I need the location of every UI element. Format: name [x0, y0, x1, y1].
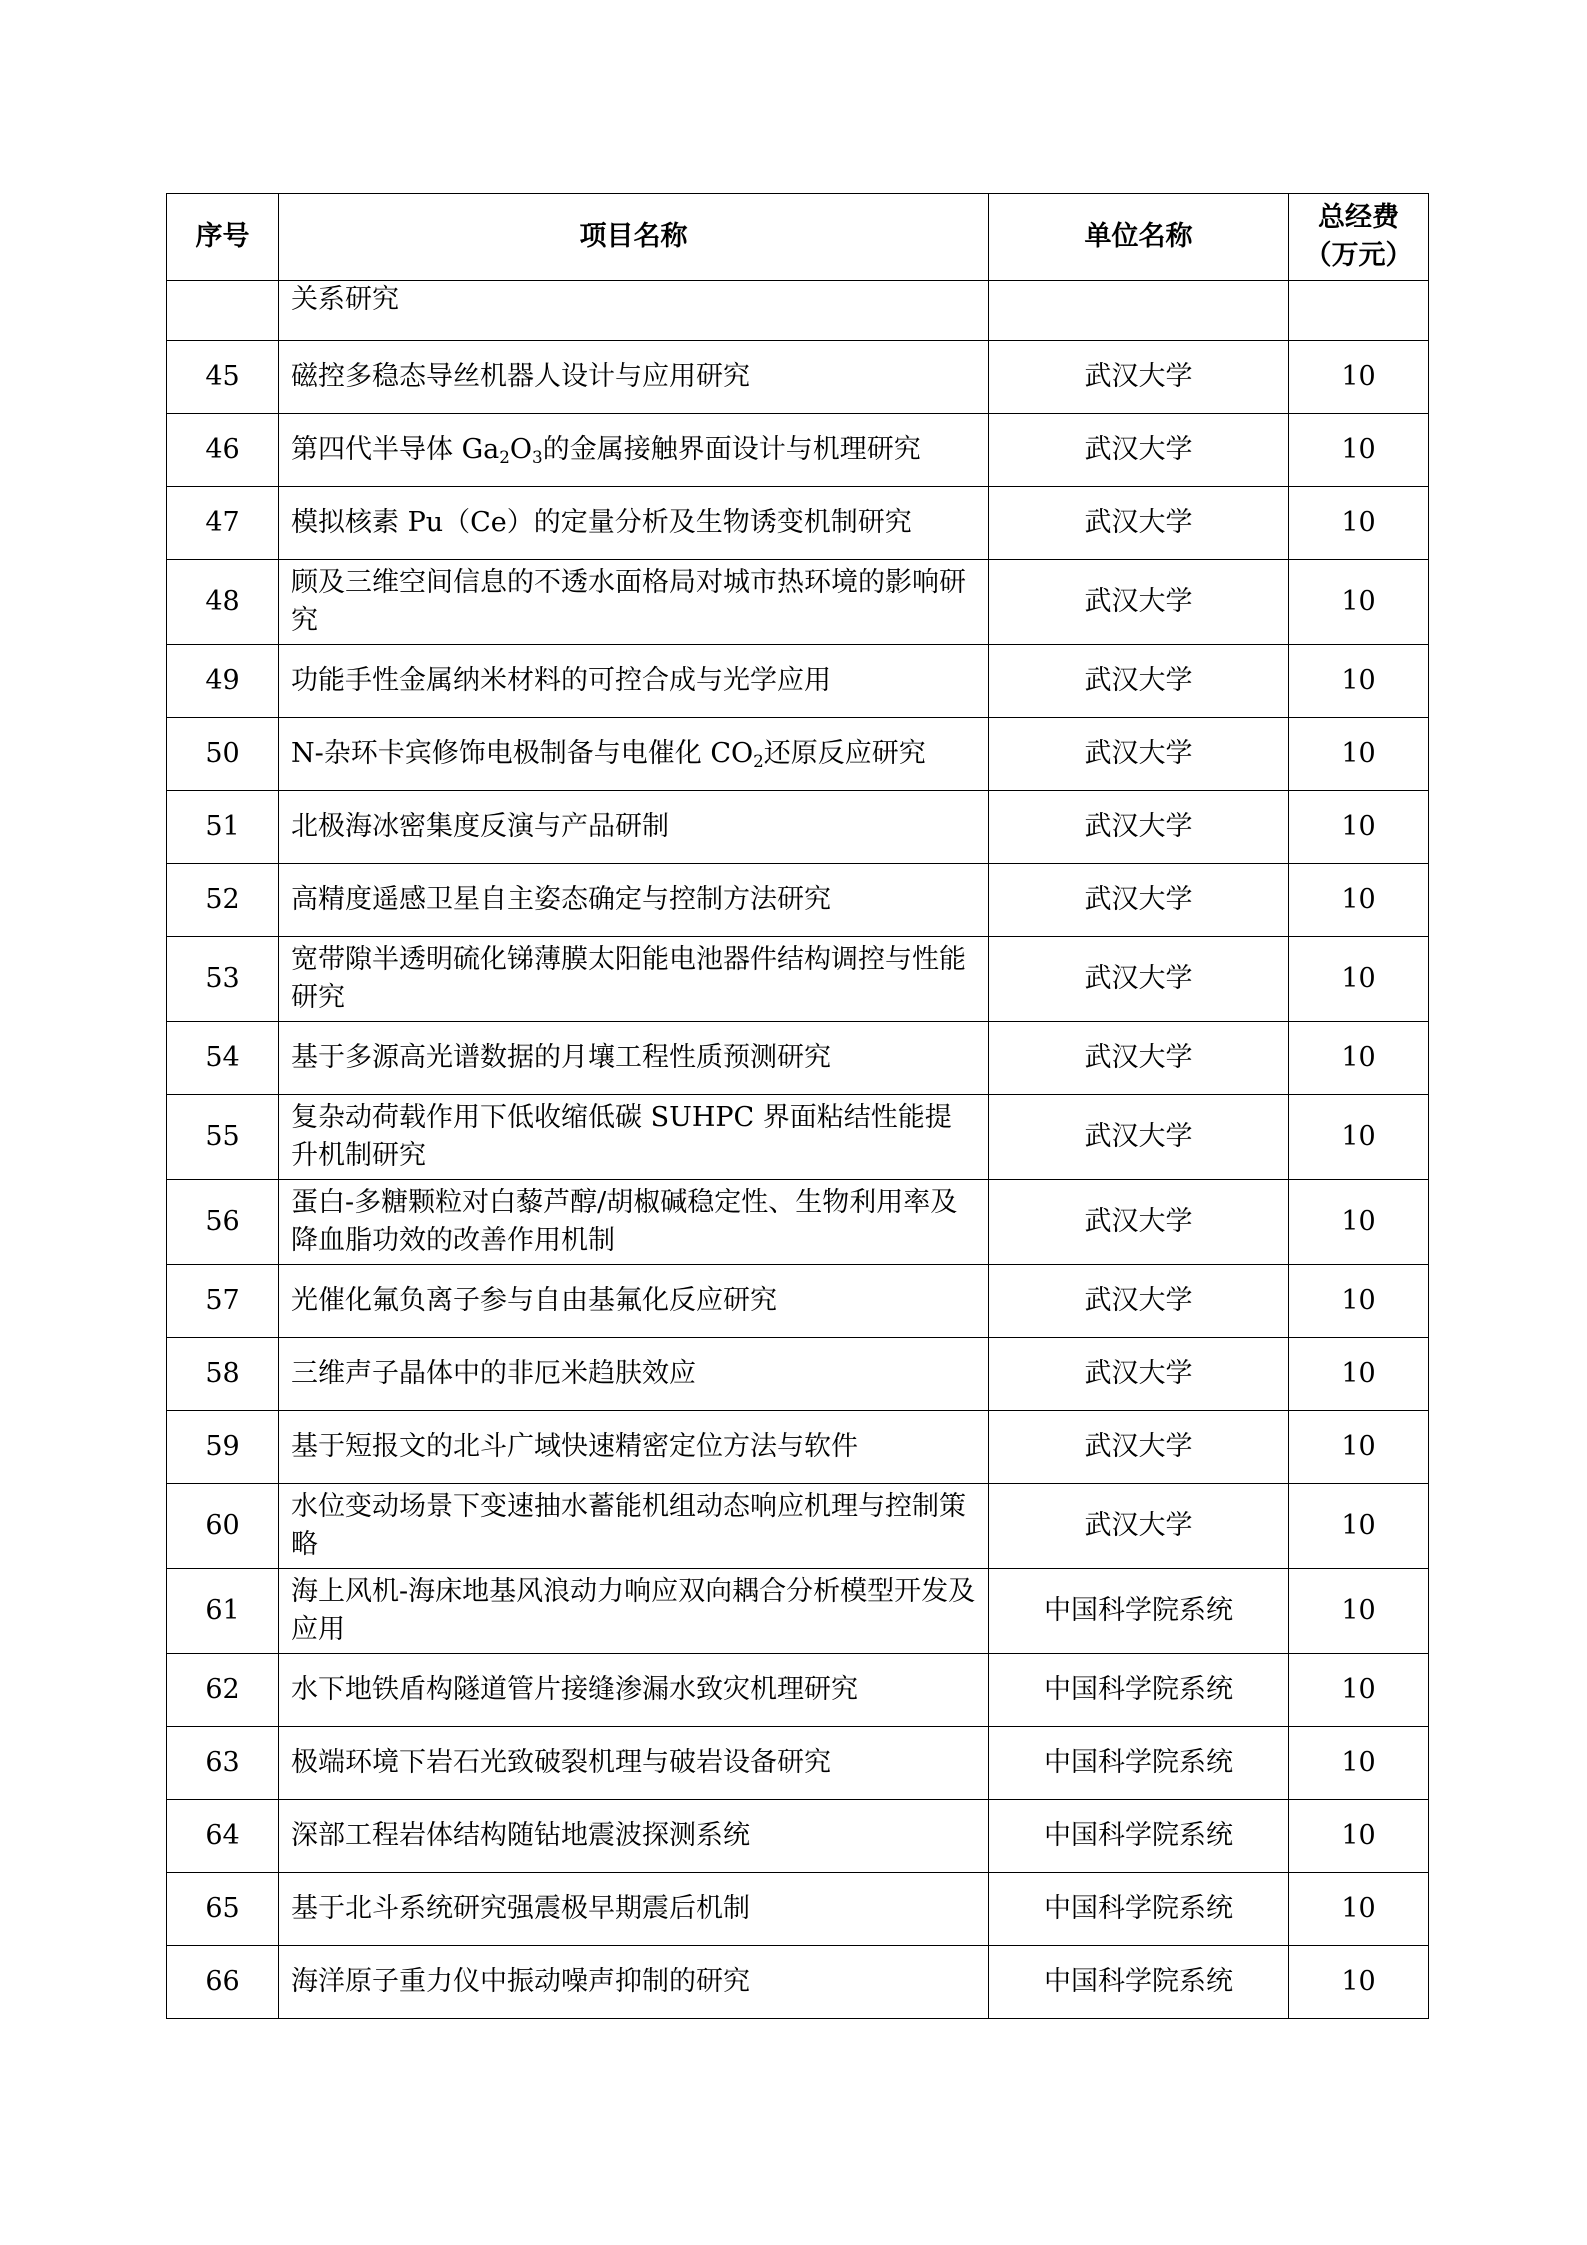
- cell-fee: 10: [1289, 1484, 1429, 1569]
- table-row: [167, 1338, 1429, 1411]
- cell-num: 46: [167, 414, 279, 487]
- cell-fee: 10: [1289, 1095, 1429, 1180]
- cell-fee: 10: [1289, 1338, 1429, 1411]
- cell-name: 三维声子晶体中的非厄米趋肤效应: [279, 1338, 989, 1411]
- cell-fee: 10: [1289, 1727, 1429, 1800]
- cell-fee: 10: [1289, 1022, 1429, 1095]
- cell-num: 55: [167, 1095, 279, 1180]
- cell-name: 蛋白-多糖颗粒对白藜芦醇/胡椒碱稳定性、生物利用率及降血脂功效的改善作用机制: [279, 1180, 989, 1265]
- subscript: 3: [532, 446, 543, 467]
- name-part: O: [509, 433, 533, 465]
- cell-name: 海洋原子重力仪中振动噪声抑制的研究: [279, 1946, 989, 2019]
- cell-fee: 10: [1289, 1800, 1429, 1873]
- cell-name: 复杂动荷载作用下低收缩低碳 SUHPC 界面粘结性能提升机制研究: [279, 1095, 989, 1180]
- table-row: [167, 864, 1429, 937]
- cell-fee: 10: [1289, 560, 1429, 645]
- cell-fee: 10: [1289, 1265, 1429, 1338]
- cell-unit: 武汉大学: [989, 1095, 1289, 1180]
- cell-name: 功能手性金属纳米材料的可控合成与光学应用: [279, 645, 989, 718]
- name-part: 的金属接触界面设计与机理研究: [542, 433, 921, 465]
- cell-name: 关系研究: [279, 281, 989, 341]
- cell-num: 54: [167, 1022, 279, 1095]
- table-row: [167, 791, 1429, 864]
- cell-unit: 中国科学院系统: [989, 1873, 1289, 1946]
- cell-fee: 10: [1289, 1873, 1429, 1946]
- table-row: [167, 1180, 1429, 1265]
- cell-fee: 10: [1289, 1411, 1429, 1484]
- table-row: [167, 414, 1429, 487]
- cell-num: 45: [167, 341, 279, 414]
- cell-num: 48: [167, 560, 279, 645]
- cell-num: [167, 281, 279, 341]
- cell-name: 宽带隙半透明硫化锑薄膜太阳能电池器件结构调控与性能研究: [279, 937, 989, 1022]
- subscript: 2: [499, 446, 510, 467]
- cell-num: 47: [167, 487, 279, 560]
- cell-fee: 10: [1289, 487, 1429, 560]
- cell-unit: 武汉大学: [989, 645, 1289, 718]
- header-row: [167, 194, 1429, 281]
- name-part: 第四代半导体 Ga: [291, 433, 500, 465]
- cell-unit: 武汉大学: [989, 1484, 1289, 1569]
- cell-unit: 武汉大学: [989, 1022, 1289, 1095]
- cell-name: 基于短报文的北斗广域快速精密定位方法与软件: [279, 1411, 989, 1484]
- cell-unit: 武汉大学: [989, 718, 1289, 791]
- header-unit: 单位名称: [989, 194, 1289, 281]
- table-row: [167, 341, 1429, 414]
- header-fee-line2: （万元）: [1304, 240, 1413, 271]
- table-row: [167, 487, 1429, 560]
- cell-name: 基于多源高光谱数据的月壤工程性质预测研究: [279, 1022, 989, 1095]
- cell-num: 58: [167, 1338, 279, 1411]
- cell-num: 60: [167, 1484, 279, 1569]
- cell-fee: 10: [1289, 1654, 1429, 1727]
- cell-num: 57: [167, 1265, 279, 1338]
- table-row: [167, 1800, 1429, 1873]
- cell-name: 模拟核素 Pu（Ce）的定量分析及生物诱变机制研究: [279, 487, 989, 560]
- table-row: [167, 1411, 1429, 1484]
- cell-num: 53: [167, 937, 279, 1022]
- subscript: 2: [753, 750, 764, 771]
- cell-unit: [989, 281, 1289, 341]
- cell-num: 65: [167, 1873, 279, 1946]
- cell-unit: 武汉大学: [989, 1411, 1289, 1484]
- cell-unit: 武汉大学: [989, 487, 1289, 560]
- cell-num: 64: [167, 1800, 279, 1873]
- cell-num: 50: [167, 718, 279, 791]
- header-fee-line1: 总经费: [1318, 201, 1399, 233]
- cell-name: 北极海冰密集度反演与产品研制: [279, 791, 989, 864]
- table-row: [167, 1022, 1429, 1095]
- cell-name: 光催化氟负离子参与自由基氟化反应研究: [279, 1265, 989, 1338]
- cell-fee: [1289, 281, 1429, 341]
- table-row: [167, 560, 1429, 645]
- cell-fee: 10: [1289, 414, 1429, 487]
- cell-unit: 中国科学院系统: [989, 1569, 1289, 1654]
- cell-name: 极端环境下岩石光致破裂机理与破岩设备研究: [279, 1727, 989, 1800]
- cell-unit: 武汉大学: [989, 560, 1289, 645]
- table-row: [167, 1265, 1429, 1338]
- header-fee: [1289, 194, 1429, 281]
- cell-num: 56: [167, 1180, 279, 1265]
- cell-num: 63: [167, 1727, 279, 1800]
- cell-unit: 武汉大学: [989, 937, 1289, 1022]
- project-table: [166, 193, 1429, 2019]
- cell-unit: 武汉大学: [989, 1180, 1289, 1265]
- table-row: [167, 645, 1429, 718]
- cell-unit: 武汉大学: [989, 791, 1289, 864]
- cell-fee: 10: [1289, 645, 1429, 718]
- header-name: 项目名称: [279, 194, 989, 281]
- cell-name: [279, 718, 989, 791]
- cell-name: 高精度遥感卫星自主姿态确定与控制方法研究: [279, 864, 989, 937]
- table-row: [167, 1484, 1429, 1569]
- cell-name: 海上风机-海床地基风浪动力响应双向耦合分析模型开发及应用: [279, 1569, 989, 1654]
- cell-num: 61: [167, 1569, 279, 1654]
- table-row: [167, 1654, 1429, 1727]
- cell-unit: 武汉大学: [989, 414, 1289, 487]
- table-row: [167, 718, 1429, 791]
- cell-num: 66: [167, 1946, 279, 2019]
- table-row: [167, 937, 1429, 1022]
- cell-unit: 武汉大学: [989, 341, 1289, 414]
- cell-fee: 10: [1289, 937, 1429, 1022]
- cell-name: 水位变动场景下变速抽水蓄能机组动态响应机理与控制策略: [279, 1484, 989, 1569]
- cell-name: 深部工程岩体结构随钻地震波探测系统: [279, 1800, 989, 1873]
- cell-fee: 10: [1289, 1946, 1429, 2019]
- table-row: [167, 1727, 1429, 1800]
- name-part: 还原反应研究: [763, 737, 926, 769]
- cell-name: [279, 414, 989, 487]
- cell-num: 49: [167, 645, 279, 718]
- cell-fee: 10: [1289, 718, 1429, 791]
- table-row: [167, 1569, 1429, 1654]
- cell-unit: 中国科学院系统: [989, 1800, 1289, 1873]
- cell-fee: 10: [1289, 864, 1429, 937]
- continuation-row: [167, 281, 1429, 341]
- cell-fee: 10: [1289, 1569, 1429, 1654]
- cell-name: 磁控多稳态导丝机器人设计与应用研究: [279, 341, 989, 414]
- cell-unit: 中国科学院系统: [989, 1654, 1289, 1727]
- cell-name: 水下地铁盾构隧道管片接缝渗漏水致灾机理研究: [279, 1654, 989, 1727]
- table-row: [167, 1873, 1429, 1946]
- cell-num: 52: [167, 864, 279, 937]
- header-num: 序号: [167, 194, 279, 281]
- cell-unit: 中国科学院系统: [989, 1727, 1289, 1800]
- name-part: N-杂环卡宾修饰电极制备与电催化 CO: [291, 737, 754, 769]
- cell-name: 顾及三维空间信息的不透水面格局对城市热环境的影响研究: [279, 560, 989, 645]
- cell-num: 59: [167, 1411, 279, 1484]
- cell-fee: 10: [1289, 1180, 1429, 1265]
- cell-fee: 10: [1289, 341, 1429, 414]
- cell-name: 基于北斗系统研究强震极早期震后机制: [279, 1873, 989, 1946]
- cell-unit: 武汉大学: [989, 1265, 1289, 1338]
- cell-unit: 中国科学院系统: [989, 1946, 1289, 2019]
- cell-num: 62: [167, 1654, 279, 1727]
- table-row: [167, 1095, 1429, 1180]
- cell-fee: 10: [1289, 791, 1429, 864]
- cell-unit: 武汉大学: [989, 864, 1289, 937]
- table-row: [167, 1946, 1429, 2019]
- cell-num: 51: [167, 791, 279, 864]
- cell-unit: 武汉大学: [989, 1338, 1289, 1411]
